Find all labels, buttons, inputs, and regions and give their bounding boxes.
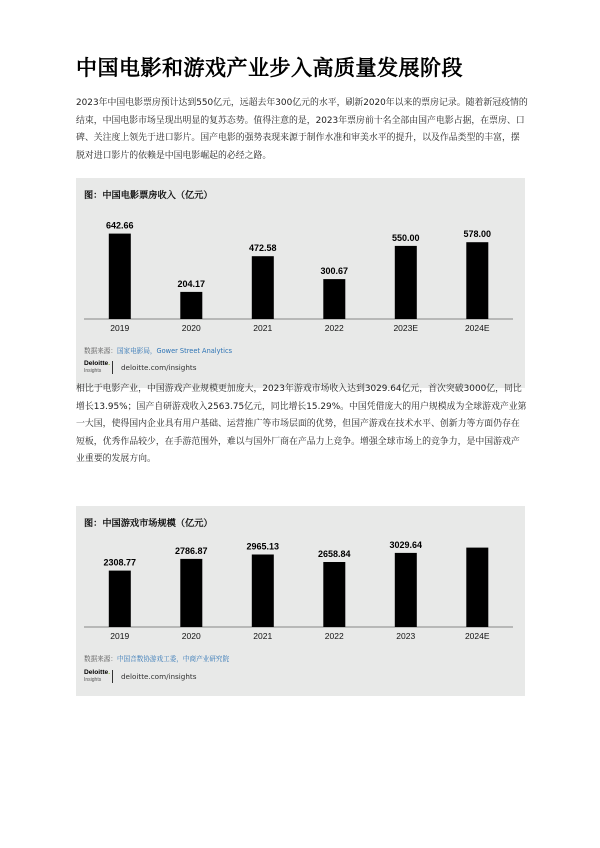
game-market-chart bbox=[76, 506, 525, 696]
deloitte-footer bbox=[84, 670, 196, 683]
bar-chart-svg bbox=[76, 178, 525, 388]
bar-2020 bbox=[180, 559, 202, 627]
data-label-2020: 2786.87 bbox=[174, 545, 208, 556]
deloitte-url[interactable]: deloitte.com/insights bbox=[121, 672, 197, 681]
bar-2022 bbox=[323, 279, 345, 319]
x-tick-2024E: 2024E bbox=[464, 631, 490, 641]
x-tick-2019: 2019 bbox=[110, 323, 130, 333]
x-tick-2023E: 2023E bbox=[393, 323, 419, 333]
bar-chart-svg bbox=[76, 506, 525, 696]
divider bbox=[112, 670, 113, 683]
bar-2024E bbox=[466, 242, 488, 319]
deloitte-logo bbox=[84, 361, 110, 374]
logo-dot: . bbox=[108, 669, 111, 677]
source-prefix: 数据来源： bbox=[84, 347, 117, 355]
bar-2021 bbox=[252, 256, 274, 319]
source-link[interactable]: 中国音数协游戏工委，中商产业研究院 bbox=[116, 655, 230, 663]
bar-2024E bbox=[466, 548, 488, 627]
deloitte-url[interactable]: deloitte.com/insights bbox=[121, 363, 197, 372]
game-paragraph: 相比于电影产业，中国游戏产业规模更加庞大，2023年游戏市场收入达到3029.64亿元，首次突破3000亿，同比增长13.95%；国产自研游戏收入2563.75亿元，同比增长15.29%。中国凭借庞大的用户规模成为全球游戏产业第一大国，使得国内企业具有用户基础、运营推广等市场层面的优势，但国产游戏在技术水平、创新力等方面仍存在短板，优秀作品较少，在手游范围外，难以与国外厂商在产品力上竞争。增强全球市场上的竞争力，是中国游戏产业重要的发展方向。 bbox=[76, 384, 527, 464]
deloitte-footer bbox=[84, 361, 196, 374]
bar-2020 bbox=[180, 292, 202, 319]
intro-paragraph: 2023年中国电影票房预计达到550亿元，远超去年300亿元的水平，刷新2020年以来的票房记录。随着新冠疫情的结束，中国电影市场呈现出明显的复苏态势。值得注意的是，2023年票房前十名全部由国产电影占据，在票房、口碑、关注度上领先于进口影片。国产电影的强势表现来源于制作水准和审美水平的提升，以及作品类型的丰富，摆脱对进口影片的依赖是中国电影崛起的必经之路。 bbox=[76, 98, 528, 161]
x-tick-2019: 2019 bbox=[110, 631, 130, 641]
bar-2023 bbox=[395, 553, 417, 627]
deloitte-logo bbox=[84, 670, 110, 683]
bar-2019 bbox=[109, 234, 131, 319]
data-label-2020: 204.17 bbox=[177, 278, 206, 289]
data-label-2022: 300.67 bbox=[320, 266, 349, 277]
x-tick-2023: 2023 bbox=[396, 631, 416, 641]
source-prefix: 数据来源： bbox=[84, 655, 117, 663]
data-source bbox=[84, 653, 229, 663]
x-tick-2021: 2021 bbox=[253, 631, 273, 641]
bar-2021 bbox=[252, 555, 274, 628]
data-source bbox=[84, 345, 232, 355]
logo-sub: Insights bbox=[84, 367, 102, 374]
x-tick-2021: 2021 bbox=[253, 323, 273, 333]
x-tick-2022: 2022 bbox=[324, 323, 344, 333]
x-tick-2020: 2020 bbox=[181, 323, 201, 333]
film-box-office-chart bbox=[76, 178, 525, 388]
data-label-2019: 2308.77 bbox=[103, 557, 137, 568]
chart-title: 图：中国游戏市场规模（亿元） bbox=[84, 518, 213, 529]
logo-dot: . bbox=[108, 360, 111, 368]
logo-sub: Insights bbox=[84, 676, 102, 683]
chart-title: 图：中国电影票房收入（亿元） bbox=[84, 190, 213, 201]
page-title: 中国电影和游戏产业步入高质量发展阶段 bbox=[76, 56, 463, 80]
data-label-2019: 642.66 bbox=[105, 220, 134, 231]
logo-name: Deloitte bbox=[84, 360, 109, 368]
logo-name: Deloitte bbox=[84, 669, 109, 677]
data-label-2021: 2965.13 bbox=[246, 541, 280, 552]
divider bbox=[112, 361, 113, 374]
data-label-2022: 2658.84 bbox=[317, 549, 351, 559]
data-label-2024E: 578.00 bbox=[463, 229, 492, 240]
x-tick-2020: 2020 bbox=[181, 631, 201, 641]
data-label-2021: 472.58 bbox=[248, 243, 277, 254]
bar-2019 bbox=[109, 571, 131, 627]
x-tick-2024E: 2024E bbox=[464, 323, 490, 333]
x-tick-2022: 2022 bbox=[324, 631, 344, 641]
source-link[interactable]: 国家电影局，Gower Street Analytics bbox=[116, 347, 233, 355]
bar-2022 bbox=[323, 562, 345, 627]
data-label-2023E: 550.00 bbox=[391, 232, 420, 243]
bar-2023E bbox=[395, 246, 417, 319]
data-label-2023: 3029.64 bbox=[389, 539, 423, 550]
